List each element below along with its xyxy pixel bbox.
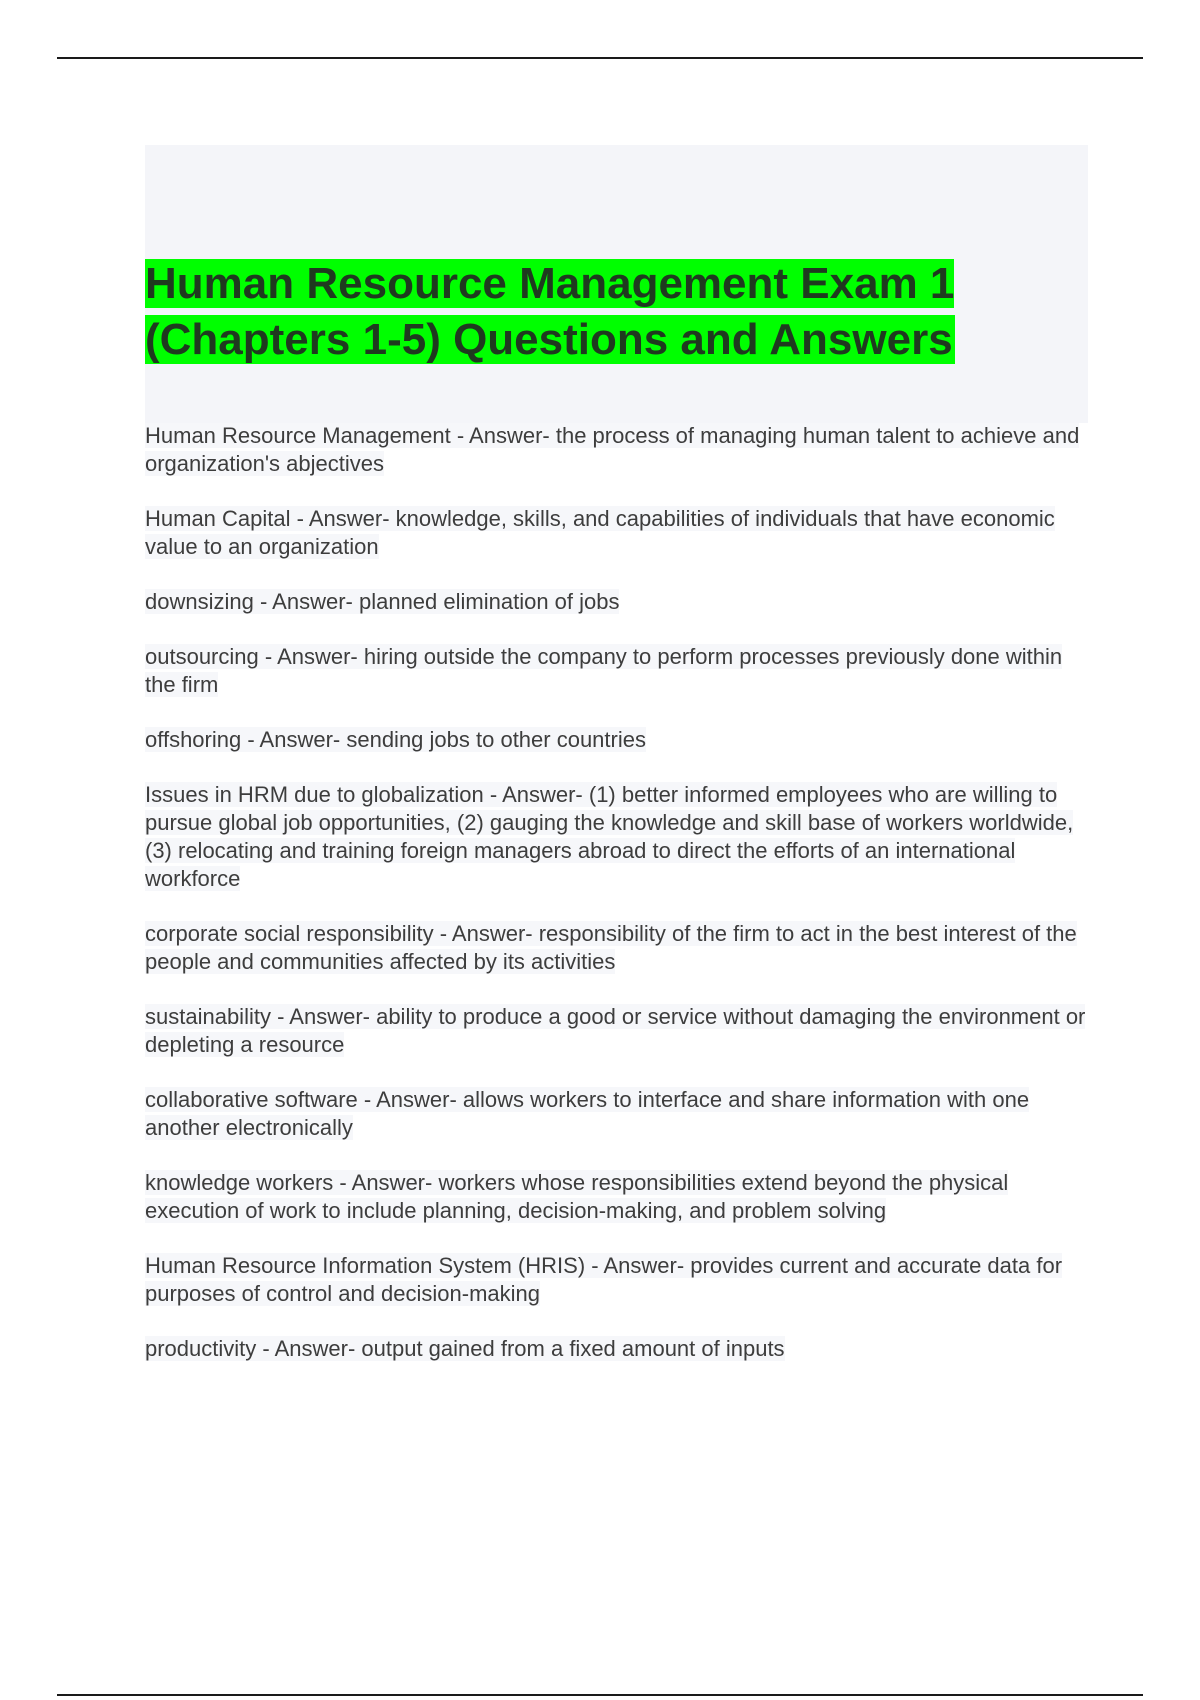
qa-entry bbox=[145, 505, 1095, 561]
qa-entry bbox=[145, 588, 1095, 616]
qa-entry-text: outsourcing - Answer- hiring outside the company to perform processes previously done within the firm bbox=[145, 644, 1063, 697]
qa-list bbox=[145, 422, 1095, 1390]
qa-entry bbox=[145, 920, 1095, 976]
qa-entry-text: sustainability - Answer- ability to produce a good or service without damaging the environment or depleting a resource bbox=[145, 1004, 1086, 1057]
qa-entry bbox=[145, 1086, 1095, 1142]
qa-entry-text: downsizing - Answer- planned elimination of jobs bbox=[145, 589, 620, 614]
qa-entry bbox=[145, 1252, 1095, 1308]
qa-entry-text: Human Resource Management - Answer- the process of managing human talent to achieve and organization's abjectives bbox=[145, 423, 1080, 476]
qa-entry-text: knowledge workers - Answer- workers whose responsibilities extend beyond the physical execution of work to include planning, decision-making, and problem solving bbox=[145, 1170, 1009, 1223]
qa-entry bbox=[145, 781, 1095, 893]
qa-entry bbox=[145, 643, 1095, 699]
qa-entry-text: Human Capital - Answer- knowledge, skills, and capabilities of individuals that have economic value to an organization bbox=[145, 506, 1055, 559]
document-title bbox=[145, 256, 1045, 368]
qa-entry bbox=[145, 1003, 1095, 1059]
qa-entry bbox=[145, 422, 1095, 478]
document-title-text: Human Resource Management Exam 1 (Chapters 1-5) Questions and Answers bbox=[145, 259, 955, 364]
qa-entry bbox=[145, 1169, 1095, 1225]
qa-entry bbox=[145, 726, 1095, 754]
qa-entry-text: Issues in HRM due to globalization - Answer- (1) better informed employees who are willing to pursue global job opportunities, (2) gauging the knowledge and skill base of workers worldwide, (3) relocating and training foreign managers abroad to direct the efforts of an international workforce bbox=[145, 782, 1074, 891]
qa-entry-text: corporate social responsibility - Answer- responsibility of the firm to act in the best interest of the people and communities affected by its activities bbox=[145, 921, 1077, 974]
qa-entry-text: collaborative software - Answer- allows workers to interface and share information with one another electronically bbox=[145, 1087, 1030, 1140]
qa-entry-text: productivity - Answer- output gained from a fixed amount of inputs bbox=[145, 1336, 785, 1361]
qa-entry-text: Human Resource Information System (HRIS) - Answer- provides current and accurate data for purposes of control and decision-making bbox=[145, 1253, 1063, 1306]
qa-entry bbox=[145, 1335, 1095, 1363]
bottom-rule bbox=[57, 1694, 1143, 1696]
top-rule bbox=[57, 57, 1143, 59]
qa-entry-text: offshoring - Answer- sending jobs to other countries bbox=[145, 727, 646, 752]
